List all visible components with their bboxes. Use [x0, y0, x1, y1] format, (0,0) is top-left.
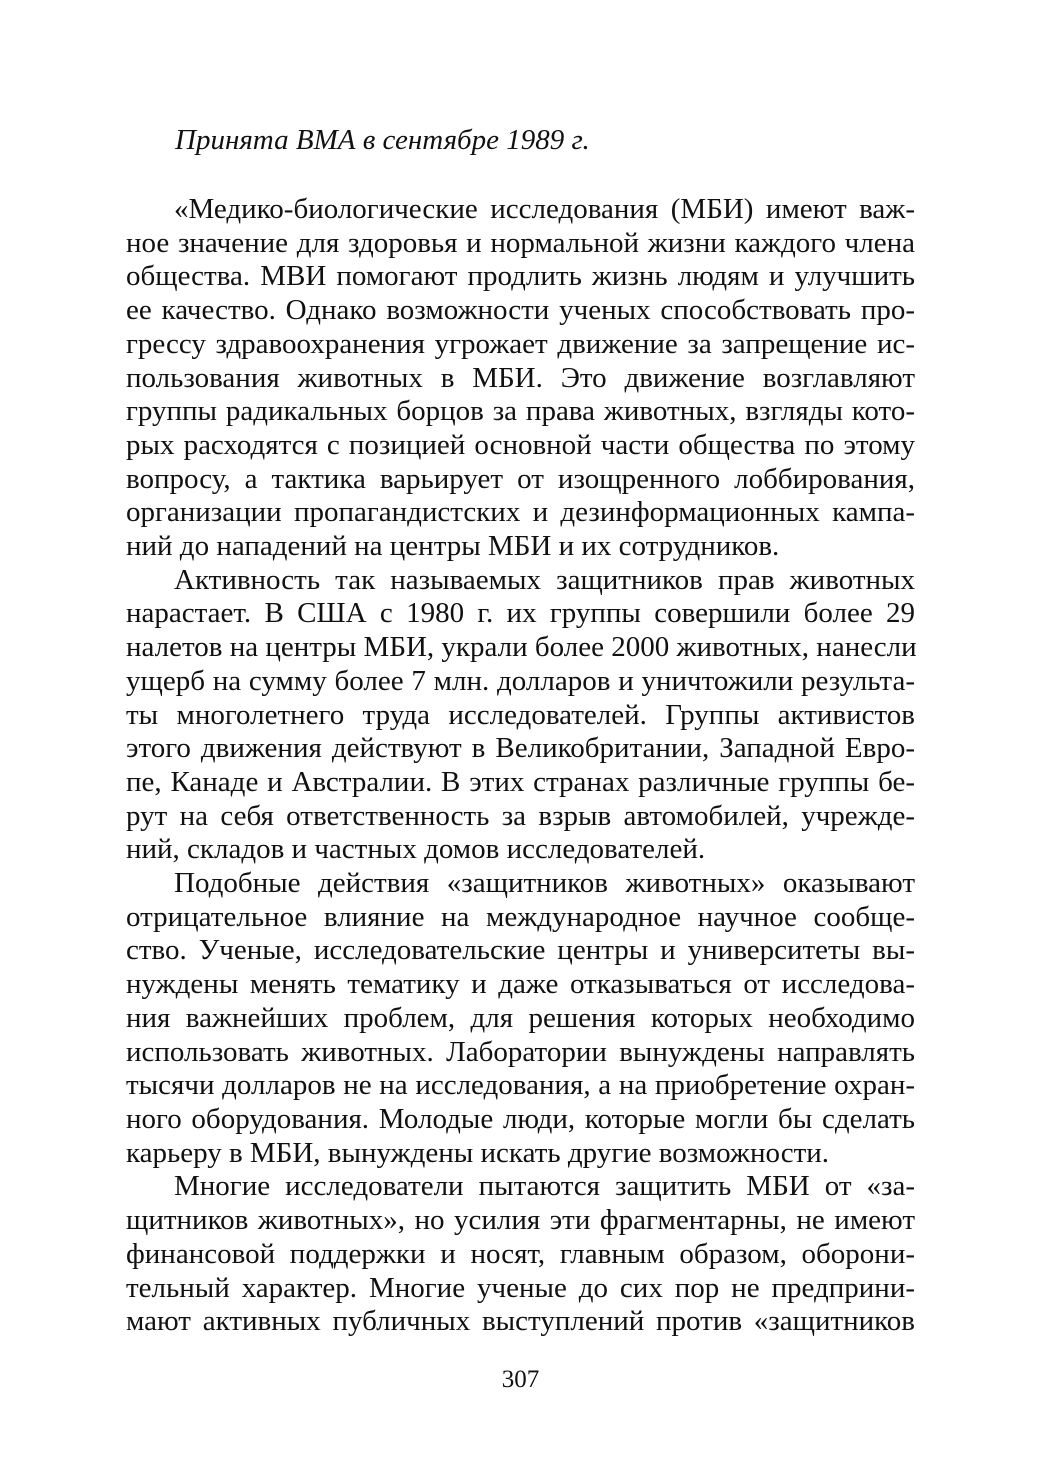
text-line: ство. Ученые, исследовательские центры и университеты вы-: [126, 934, 915, 967]
text-line: Активность так называемых защитников прав животных: [174, 563, 915, 596]
text-line: рут на себя ответственность за взрыв автомобилей, учрежде-: [126, 799, 915, 832]
text-line: вопросу, а тактика варьирует от изощренного лоббирования,: [126, 462, 915, 495]
text-line: ного оборудования. Молодые люди, которые могли бы сделать: [126, 1102, 915, 1135]
text-line: ты многолетнего труда исследователей. Группы активистов: [126, 698, 915, 731]
text-line: нуждены менять тематику и даже отказываться от исследова-: [126, 968, 915, 1001]
paragraph-4: [126, 1170, 915, 1339]
text-line: этого движения действуют в Великобритании, Западной Евро-: [126, 732, 915, 765]
text-line: ущерб на сумму более 7 млн. долларов и уничтожили результа-: [126, 664, 915, 697]
text-line: тысячи долларов не на исследования, а на приобретение охран-: [126, 1069, 915, 1102]
text-line: ний, складов и частных домов исследователей.: [126, 833, 706, 866]
text-line: ний до нападений на центры МБИ и их сотрудников.: [126, 530, 780, 563]
body-text: [126, 193, 915, 1339]
text-line: «Медико-биологические исследования (МБИ) имеют важ-: [174, 193, 915, 225]
text-line: пе, Канаде и Австралии. В этих странах различные группы бе-: [126, 765, 915, 798]
epigraph: Принята ВМА в сентябре 1989 г.: [175, 124, 590, 156]
text-line: грессу здравоохранения угрожает движение за запрещение ис-: [126, 327, 915, 360]
text-line: финансовой поддержки и носят, главным образом, оборони-: [126, 1237, 915, 1270]
text-line: тельный характер. Многие ученые до сих пор не предприни-: [126, 1271, 915, 1304]
text-line: Подобные действия «защитников животных» оказывают: [174, 867, 915, 900]
text-line: рых расходятся с позицией основной части общества по этому: [126, 428, 915, 461]
text-line: ное значение для здоровья и нормальной жизни каждого члена: [126, 226, 915, 259]
text-line: отрицательное влияние на международное научное сообще-: [126, 900, 915, 933]
text-line: организации пропагандистских и дезинформационных кампа-: [126, 496, 915, 529]
text-line: общества. МВИ помогают продлить жизнь людям и улучшить: [126, 260, 915, 293]
text-line: нарастает. В США с 1980 г. их группы совершили более 29: [126, 597, 915, 630]
text-line: ее качество. Однако возможности ученых способствовать про-: [126, 294, 915, 327]
paragraph-1: [126, 193, 915, 564]
text-line: налетов на центры МБИ, украли более 2000 животных, нанесли: [126, 631, 917, 664]
text-line: использовать животных. Лаборатории вынуждены направлять: [126, 1035, 915, 1068]
paragraph-3: [126, 867, 915, 1170]
text-line: ния важнейших проблем, для решения которых необходимо: [126, 1001, 915, 1034]
text-line: Многие исследователи пытаются защитить МБИ от «за-: [174, 1170, 915, 1203]
text-line: группы радикальных борцов за права животных, взгляды кото-: [126, 395, 915, 428]
text-line: мают активных публичных выступлений против «защитников: [126, 1305, 915, 1338]
text-line: пользования животных в МБИ. Это движение возглавляют: [126, 361, 915, 394]
text-line: щитников животных», но усилия эти фрагментарны, не имеют: [126, 1204, 915, 1237]
page-number: 307: [501, 1366, 540, 1393]
paragraph-2: [126, 564, 915, 867]
text-line: карьеру в МБИ, вынуждены искать другие возможности.: [126, 1136, 830, 1169]
